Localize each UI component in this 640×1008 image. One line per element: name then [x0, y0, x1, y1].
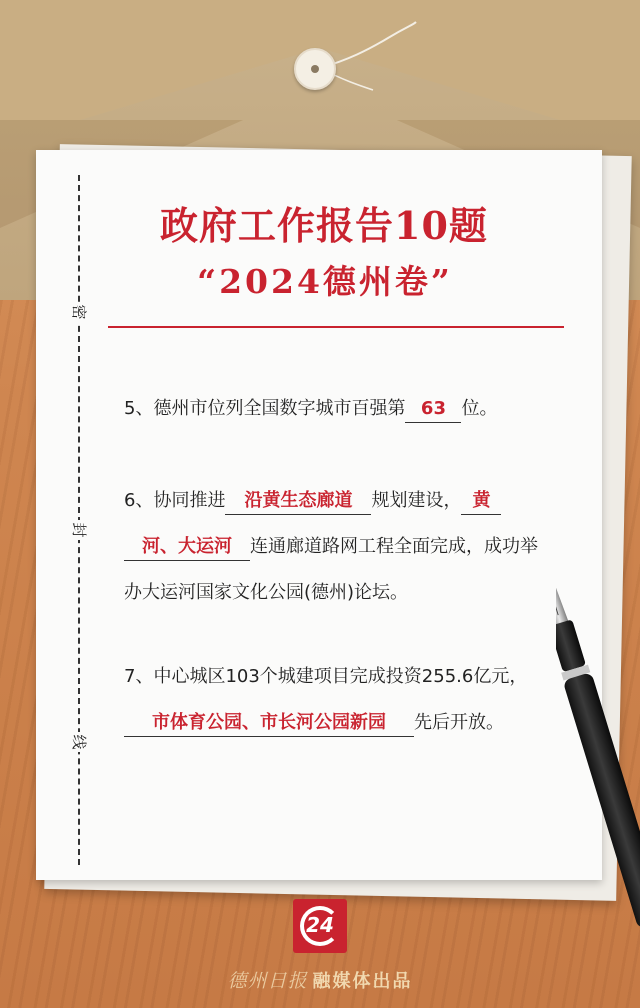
page-title: 政府工作报告10题: [160, 203, 488, 248]
question-text: 5、德州市位列全国数字城市百强第: [124, 398, 406, 419]
question-text-end: 连通廊道路网工程全面完成，成功举办大运河国家文化公园(德州)论坛。: [124, 536, 538, 603]
answer-blank-2a: 黄: [461, 488, 501, 515]
page-subtitle: “2024德州卷”: [197, 262, 453, 301]
answer-blank-2b: 河、大运河: [124, 534, 250, 561]
question-item-7: [124, 654, 554, 746]
answer-blank-1: 沿黄生态廊道: [225, 488, 371, 515]
clock-24-icon: [293, 899, 347, 953]
fountain-pen-icon: [556, 548, 640, 928]
footer-text: 融媒体出品: [312, 971, 413, 992]
margin-mark-feng: 封: [67, 520, 91, 540]
logo-number: 24: [306, 913, 334, 937]
margin-mark-mi: 密: [67, 302, 91, 322]
answer-blank: 63: [405, 396, 461, 423]
title-divider: [108, 326, 564, 328]
margin-mark-xian: 线: [67, 732, 91, 752]
envelope-seal-icon: [294, 48, 336, 90]
question-text-end-2: 后开放。: [432, 712, 504, 733]
question-text-middle: 规划建设，: [371, 490, 462, 511]
question-item-6: [124, 478, 554, 616]
question-text: 7、中心城区103个城建项目完成投资255.6亿元，: [124, 666, 528, 687]
question-text: 6、协同推进: [124, 490, 226, 511]
question-item-5: [124, 386, 554, 432]
question-text-end-1: 先: [414, 712, 432, 733]
footer-brand: 德州日报: [227, 970, 308, 992]
footer-credit: [0, 966, 640, 993]
question-text-end: 位。: [461, 398, 498, 419]
answer-blank: 市体育公园、市长河公园新园: [124, 710, 414, 737]
